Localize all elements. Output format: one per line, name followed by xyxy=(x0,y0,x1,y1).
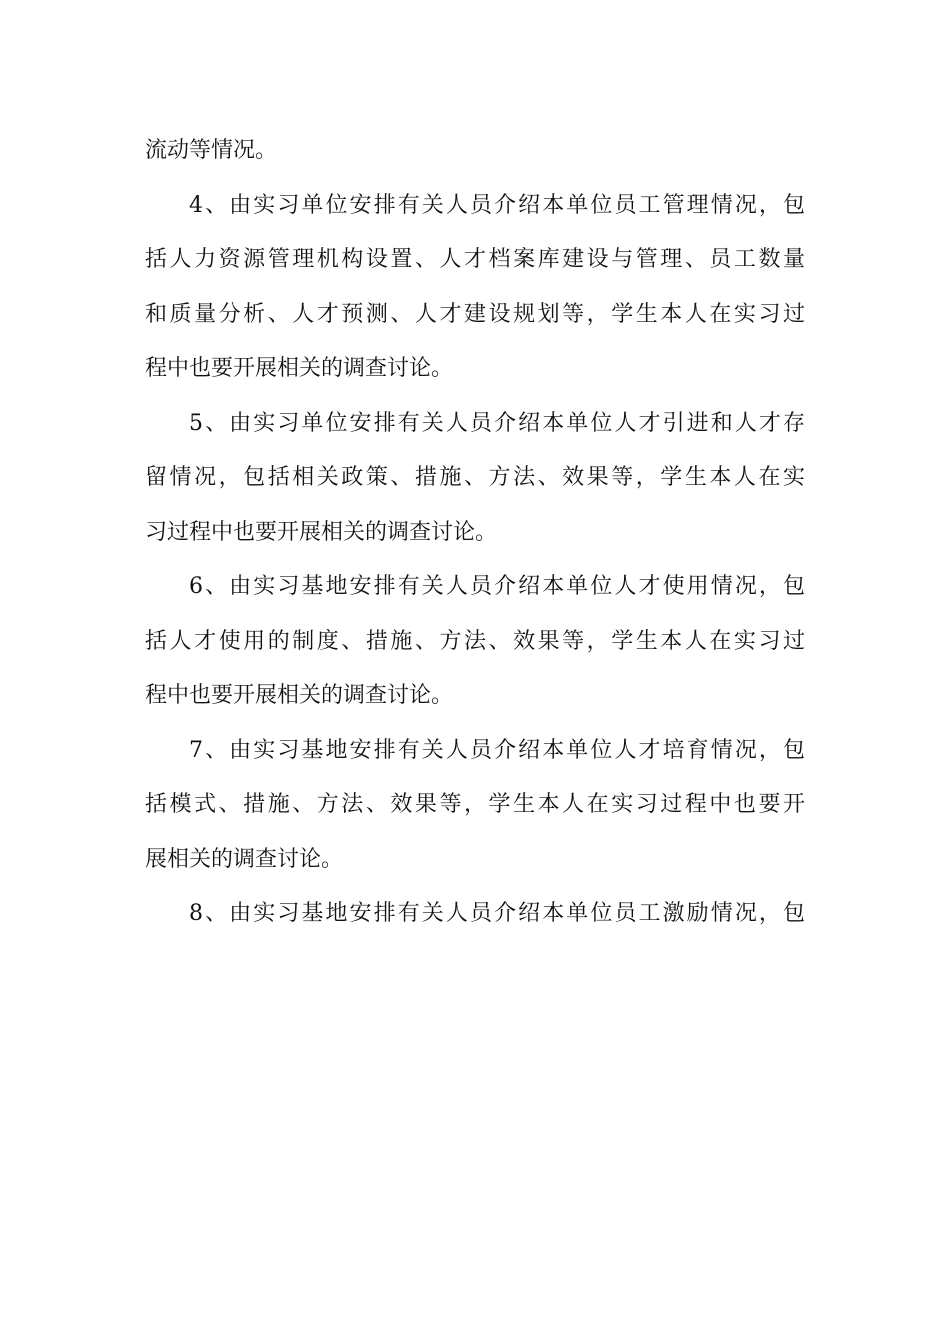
text-line: 括人力资源管理机构设置、人才档案库建设与管理、员工数量 xyxy=(145,247,805,272)
text-line: 括模式、措施、方法、效果等，学生本人在实习过程中也要开 xyxy=(145,792,805,817)
text-line: 流动等情况。 xyxy=(145,138,278,163)
document-body xyxy=(145,124,810,942)
text-line: 习过程中也要开展相关的调查讨论。 xyxy=(145,519,498,545)
text-line: 程中也要开展相关的调查讨论。 xyxy=(145,683,454,708)
paragraph-start-line: 8、由实习基地安排有关人员介绍本单位员工激励情况，包 xyxy=(189,901,805,926)
text-line: 括人才使用的制度、措施、方法、效果等，学生本人在实习过 xyxy=(145,628,805,654)
text-line: 程中也要开展相关的调查讨论。 xyxy=(145,356,454,381)
text-line: 和质量分析、人才预测、人才建设规划等，学生本人在实习过 xyxy=(145,301,805,327)
text-line: 留情况，包括相关政策、措施、方法、效果等，学生本人在实 xyxy=(145,465,805,490)
paragraph-start-line: 4、由实习单位安排有关人员介绍本单位员工管理情况，包 xyxy=(189,192,805,218)
paragraph-start-line: 6、由实习基地安排有关人员介绍本单位人才使用情况，包 xyxy=(189,574,805,599)
paragraph-start-line: 5、由实习单位安排有关人员介绍本单位人才引进和人才存 xyxy=(189,410,805,436)
paragraph-start-line: 7、由实习基地安排有关人员介绍本单位人才培育情况，包 xyxy=(189,737,805,763)
text-line: 展相关的调查讨论。 xyxy=(145,846,344,872)
